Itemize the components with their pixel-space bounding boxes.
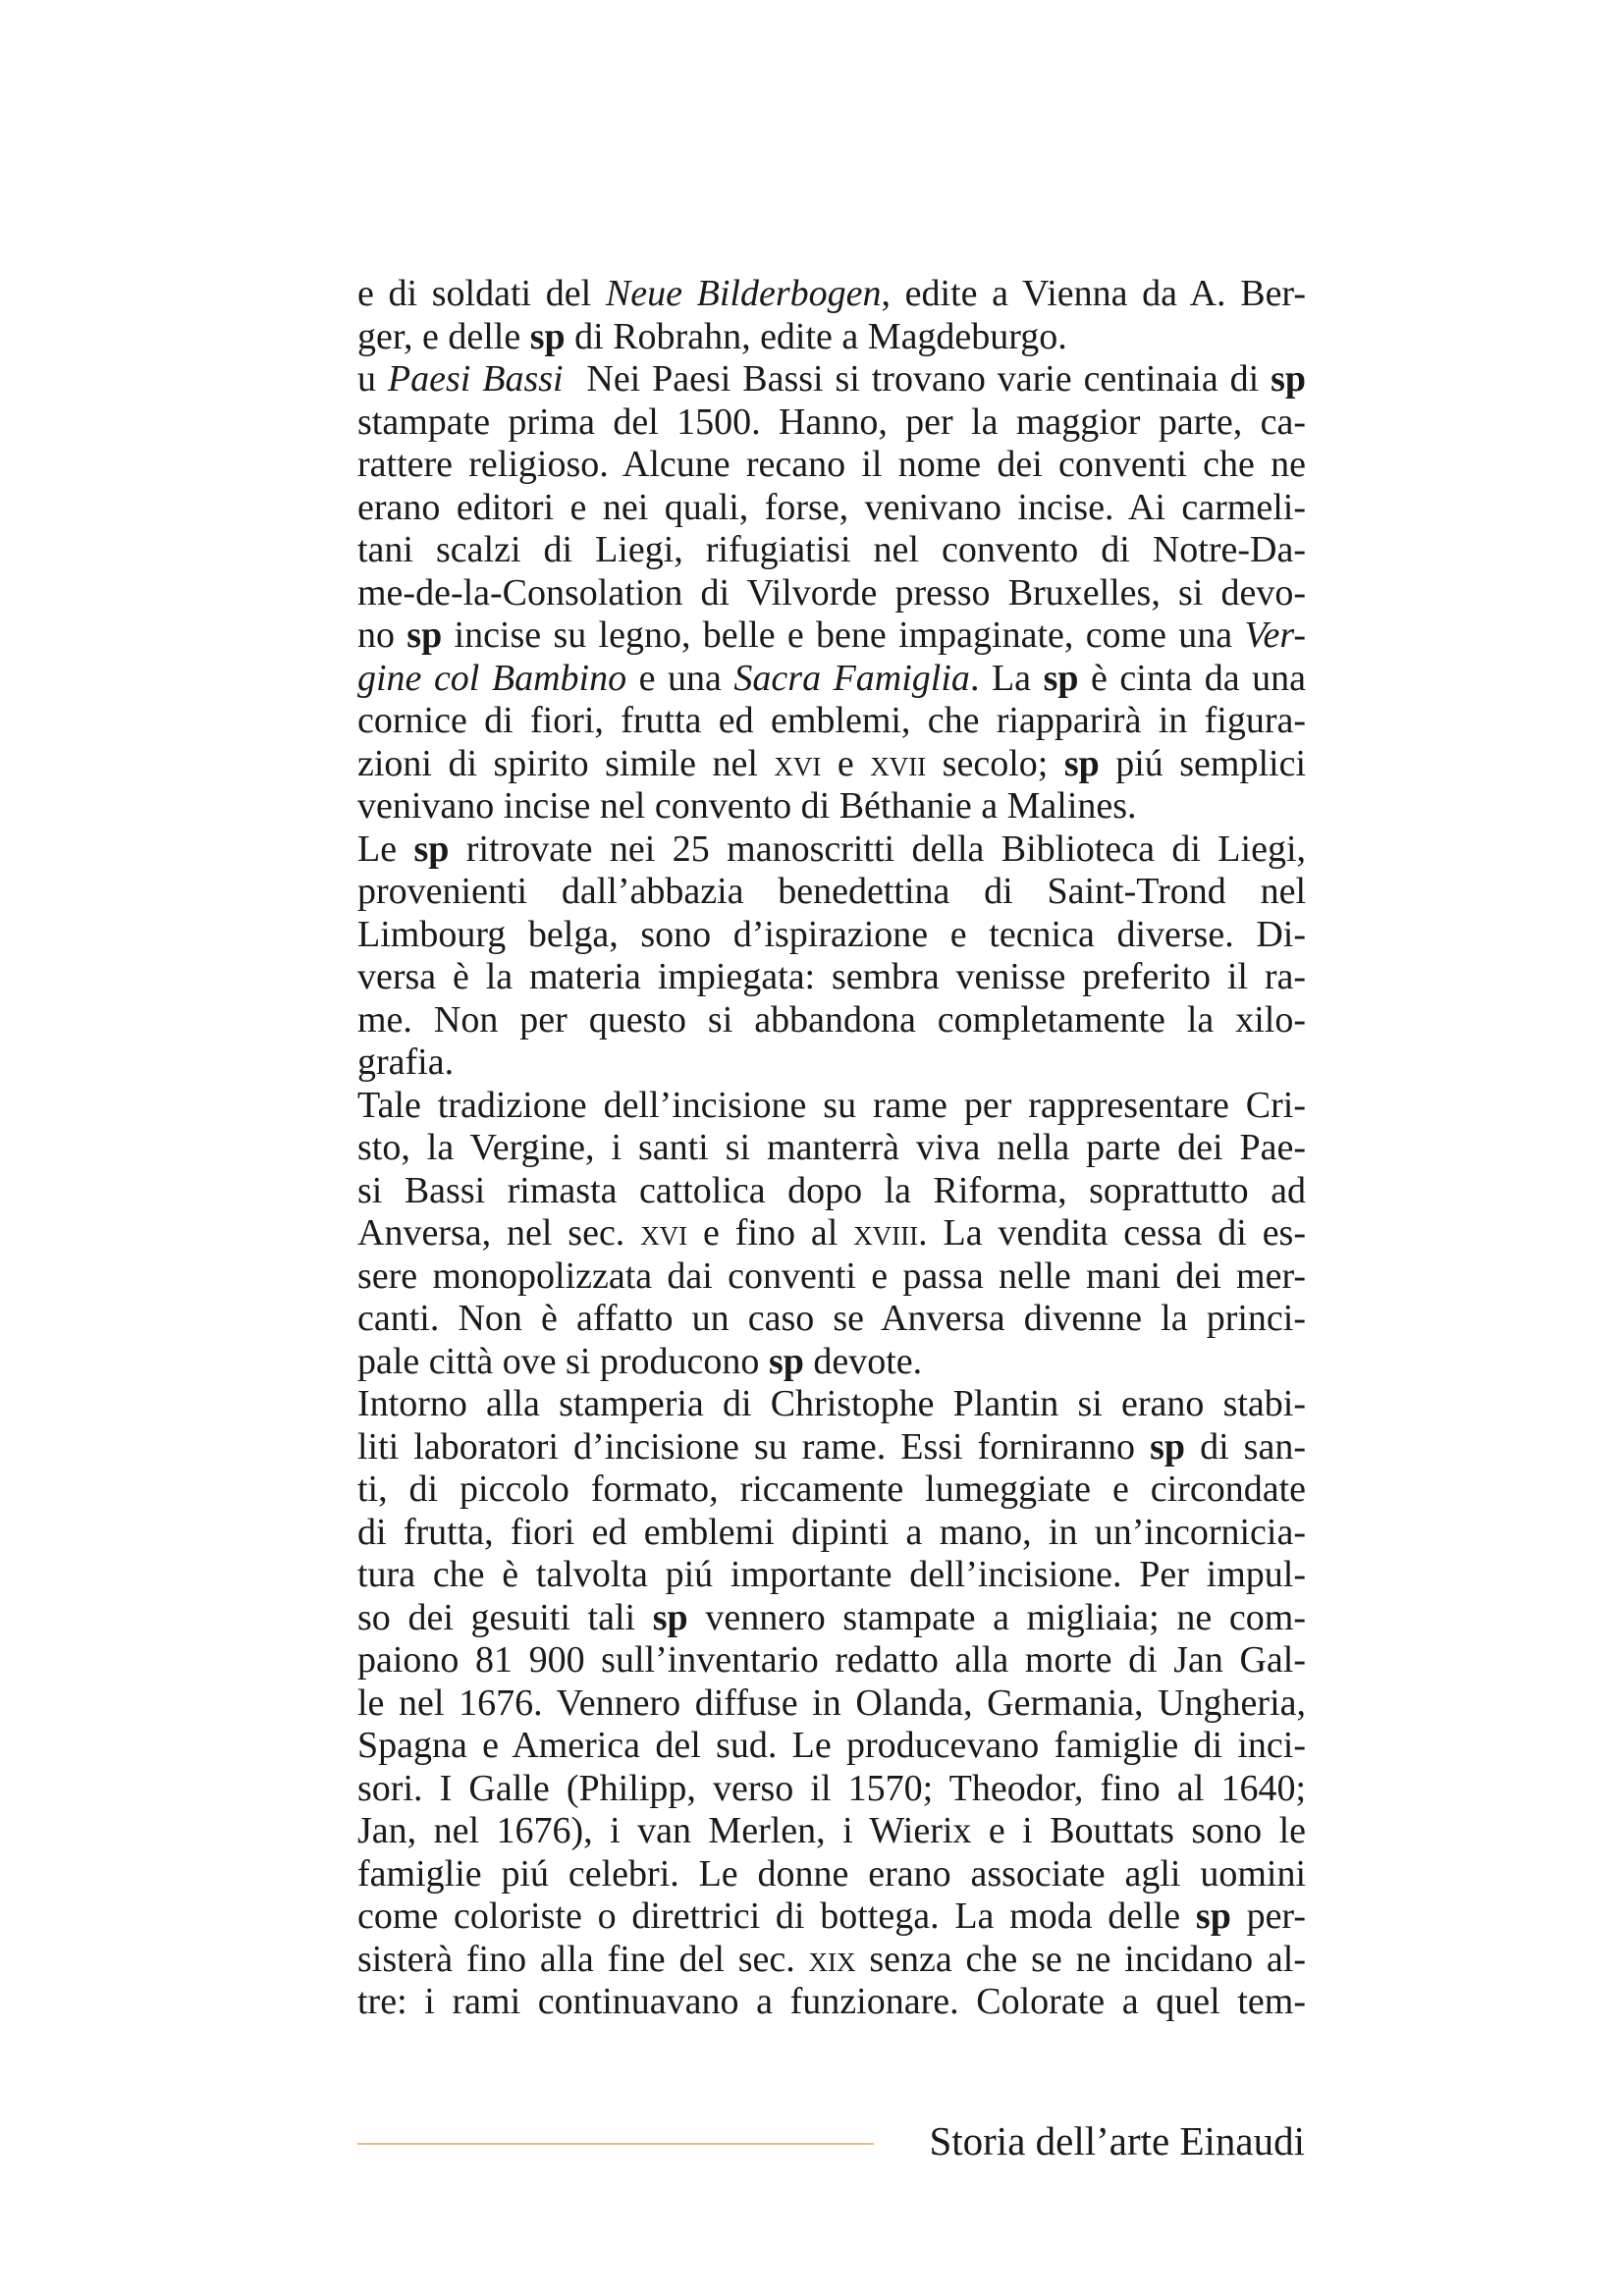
- text-run: Limbourg belga, sono d’ispirazione e tecnica diverse. Di-: [357, 913, 1306, 955]
- text-run: di frutta, fiori ed emblemi dipinti a mano, in un’incornicia-: [357, 1511, 1306, 1553]
- text-run: sisterà fino alla fine del sec.: [357, 1938, 809, 1980]
- text-line: [357, 1085, 1306, 1128]
- century-numeral: xviii: [853, 1212, 919, 1254]
- text-line: [357, 1512, 1306, 1555]
- text-run: erano editori e nei quali, forse, venivano incise. Ai carmeli-: [357, 486, 1306, 528]
- text-run: famiglie piú celebri. Le donne erano associate agli uomini: [357, 1852, 1306, 1895]
- text-run: Intorno alla stamperia di Christophe Plantin si erano stabi-: [357, 1383, 1306, 1424]
- text-line: [357, 1341, 1306, 1384]
- text-run: Anversa, nel sec.: [357, 1212, 641, 1254]
- text-run: . La: [969, 657, 1044, 699]
- text-run: so dei gesuiti tali: [357, 1596, 653, 1638]
- abbrev-sp: sp: [406, 614, 443, 656]
- text-line: [357, 1468, 1306, 1512]
- text-line: [357, 956, 1306, 999]
- text-line: [357, 487, 1306, 530]
- italic-text: Paesi Bassi: [387, 358, 564, 400]
- text-line: [357, 1981, 1306, 2024]
- italic-text: Ver-: [1244, 614, 1307, 656]
- text-run: senza che se ne incidano al-: [855, 1938, 1306, 1980]
- text-line: [357, 743, 1306, 786]
- text-run: Le: [357, 828, 414, 870]
- text-line: [357, 572, 1306, 615]
- text-run: liti laboratori d’incisione su rame. Essi forniranno: [357, 1425, 1151, 1468]
- text-run: Spagna e America del sud. Le producevano famiglie di inci-: [357, 1725, 1306, 1766]
- text-run: e fino al: [687, 1212, 854, 1254]
- footer-rule: [357, 2143, 874, 2145]
- italic-text: Neue Bilderbogen: [605, 273, 882, 314]
- abbrev-sp: sp: [1195, 1896, 1231, 1937]
- text-line: [357, 1255, 1306, 1299]
- text-line: [357, 871, 1306, 914]
- text-run: cornice di fiori, frutta ed emblemi, che riapparirà in figura-: [357, 700, 1306, 741]
- text-line: [357, 1383, 1306, 1426]
- text-run: piú semplici: [1099, 742, 1307, 784]
- text-run: tura che è talvolta piú importante dell’incisione. Per impul-: [357, 1554, 1306, 1595]
- text-line: [357, 316, 1306, 359]
- text-line: [357, 1639, 1306, 1682]
- text-line: [357, 1127, 1306, 1170]
- text-line: [357, 1426, 1306, 1469]
- body-text: [357, 273, 1306, 2024]
- abbrev-sp: sp: [1271, 358, 1306, 400]
- text-run: sto, la Vergine, i santi si manterrà viva nella parte dei Pae-: [357, 1127, 1306, 1168]
- abbrev-sp: sp: [1063, 742, 1100, 784]
- text-line: [357, 529, 1306, 572]
- text-run: me. Non per questo si abbandona completamente la xilo-: [357, 998, 1306, 1041]
- text-run: sere monopolizzata dai conventi e passa nelle mani dei mer-: [357, 1255, 1306, 1297]
- text-run: di san-: [1185, 1425, 1306, 1468]
- text-line: [357, 273, 1306, 316]
- text-run: tani scalzi di Liegi, rifugiatisi nel convento di Notre-Da-: [357, 529, 1306, 570]
- footer-title: Storia dell’arte Einaudi: [929, 2118, 1305, 2163]
- abbrev-sp: sp: [1043, 657, 1079, 699]
- text-run: rattere religioso. Alcune recano il nome dei conventi che ne: [357, 444, 1306, 485]
- text-run: u: [357, 358, 388, 400]
- text-run: canti. Non è affatto un caso se Anversa divenne la princi-: [357, 1298, 1306, 1339]
- text-line: [357, 1041, 1306, 1085]
- century-numeral: xix: [808, 1938, 856, 1980]
- italic-text: Sacra Famiglia: [733, 657, 970, 699]
- text-line: [357, 999, 1306, 1042]
- text-run: versa è la materia impiegata: sembra venisse preferito il ra-: [357, 956, 1306, 997]
- text-run: ti, di piccolo formato, riccamente lumeggiate e circondate: [357, 1468, 1306, 1510]
- abbrev-sp: sp: [1150, 1425, 1186, 1468]
- text-run: vennero stampate a migliaia; ne com-: [687, 1596, 1307, 1638]
- century-numeral: xvi: [774, 742, 822, 784]
- text-run: incise su legno, belle e bene impaginate, come una: [442, 614, 1245, 656]
- text-line: [357, 1896, 1306, 1939]
- century-numeral: xvi: [640, 1212, 688, 1254]
- text-run: pale città ove si producono: [357, 1340, 769, 1382]
- text-line: [357, 700, 1306, 743]
- text-run: di Robrahn, edite a Magdeburgo.: [565, 315, 1067, 357]
- text-line: [357, 1810, 1306, 1853]
- text-run: le nel 1676. Vennero diffuse in Olanda, Germania, Ungheria,: [357, 1682, 1306, 1724]
- text-run: venivano incise nel convento di Béthanie a Malines.: [357, 785, 1137, 827]
- text-run: paiono 81 900 sull’inventario redatto alla morte di Jan Gal-: [357, 1639, 1306, 1681]
- text-run: grafia.: [357, 1041, 455, 1083]
- text-run: stampate prima del 1500. Hanno, per la maggior parte, ca-: [357, 400, 1306, 443]
- text-run: Nei Paesi Bassi si trovano varie centinaia di: [563, 358, 1271, 400]
- text-run: , edite a Vienna da A. Ber-: [881, 273, 1306, 314]
- text-line: [357, 828, 1306, 872]
- text-run: per-: [1230, 1896, 1306, 1937]
- text-line: [357, 614, 1306, 658]
- text-line: [357, 401, 1306, 445]
- abbrev-sp: sp: [768, 1340, 804, 1382]
- text-run: è cinta da una: [1078, 657, 1307, 699]
- text-line: [357, 785, 1306, 828]
- text-line: [357, 1939, 1306, 1982]
- text-run: no: [357, 614, 407, 656]
- text-run: Tale tradizione dell’incisione su rame per rappresentare Cri-: [357, 1084, 1306, 1126]
- text-line: [357, 1298, 1306, 1341]
- text-run: sori. I Galle (Philipp, verso il 1570; Theodor, fino al 1640;: [357, 1767, 1306, 1809]
- text-run: tre: i rami continuavano a funzionare. Colorate a quel tem-: [357, 1981, 1306, 2022]
- text-line: [357, 358, 1306, 401]
- text-line: [357, 1768, 1306, 1811]
- text-run: e: [821, 742, 871, 784]
- text-run: come coloriste o direttrici di bottega. La moda delle: [357, 1896, 1196, 1937]
- abbrev-sp: sp: [652, 1596, 688, 1638]
- text-run: devote.: [803, 1340, 923, 1382]
- text-run: si Bassi rimasta cattolica dopo la Riforma, soprattutto ad: [357, 1169, 1306, 1211]
- text-line: [357, 1725, 1306, 1768]
- text-line: [357, 658, 1306, 701]
- text-run: ritrovate nei 25 manoscritti della Biblioteca di Liegi,: [449, 828, 1307, 870]
- text-run: provenienti dall’abbazia benedettina di Saint-Trond nel: [357, 871, 1306, 912]
- abbrev-sp: sp: [529, 315, 566, 357]
- text-line: [357, 1853, 1306, 1896]
- italic-text: gine col Bambino: [357, 657, 627, 699]
- text-line: [357, 1170, 1306, 1213]
- text-run: e una: [626, 657, 734, 699]
- text-run: zioni di spirito simile nel: [357, 742, 775, 784]
- text-line: [357, 914, 1306, 957]
- text-line: [357, 444, 1306, 487]
- text-run: me-de-la-Consolation di Vilvorde presso Bruxelles, si devo-: [357, 571, 1306, 614]
- abbrev-sp: sp: [413, 828, 450, 870]
- text-run: ger, e delle: [357, 315, 530, 357]
- text-line: [357, 1682, 1306, 1726]
- text-line: [357, 1554, 1306, 1597]
- text-run: e di soldati del: [357, 273, 606, 314]
- text-run: Jan, nel 1676), i van Merlen, i Wierix e i Bouttats sono le: [357, 1810, 1306, 1851]
- text-line: [357, 1212, 1306, 1255]
- text-line: [357, 1597, 1306, 1640]
- text-run: secolo;: [926, 742, 1064, 784]
- text-run: . La vendita cessa di es-: [918, 1212, 1307, 1254]
- century-numeral: xvii: [870, 742, 927, 784]
